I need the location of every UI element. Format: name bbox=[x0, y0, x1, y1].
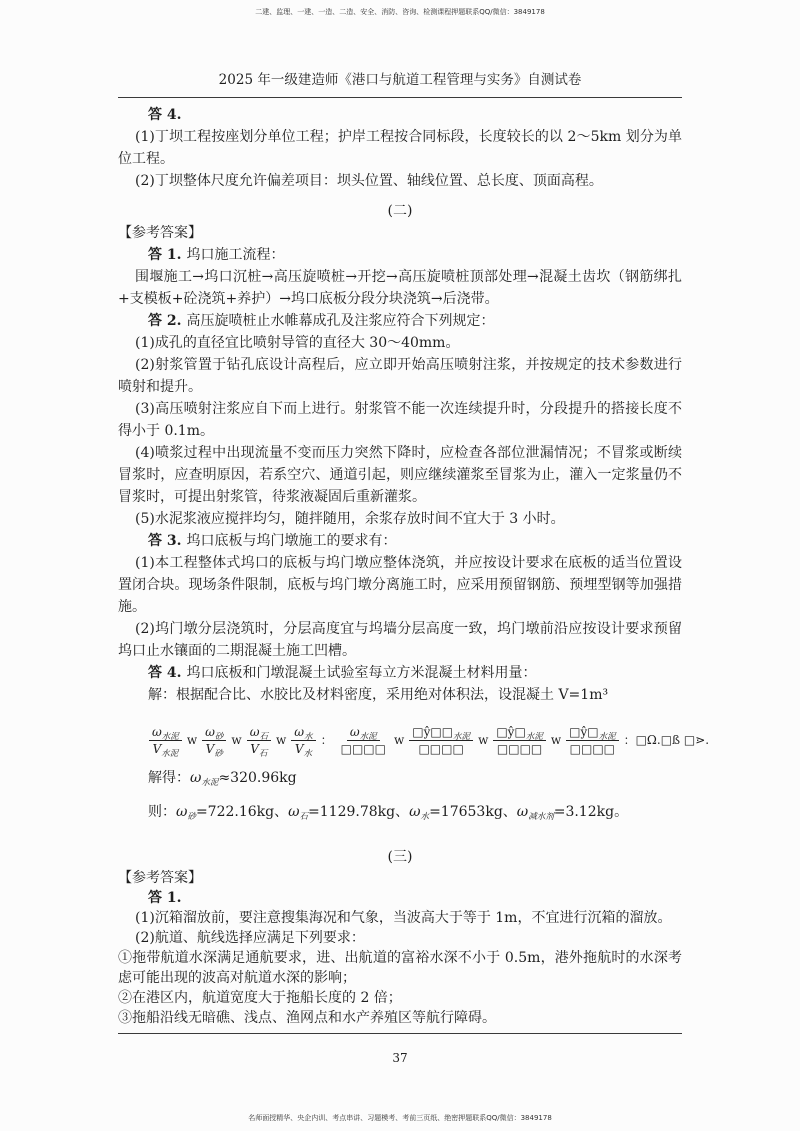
page-title: 2025 年一级建造师《港口与航道工程管理与实务》自测试卷 bbox=[218, 72, 582, 88]
part2-answer2: 答 2. 高压旋喷桩止水帷幕成孔及注浆应符合下列规定： bbox=[148, 313, 495, 329]
part1-answer4-label: 答 4. bbox=[148, 107, 182, 123]
part1-answer4-item-2: (2)丁坝整体尺度允许偏差项目：坝头位置、轴线位置、总长度、顶面高程。 bbox=[135, 173, 603, 189]
equation-operator: w bbox=[276, 733, 287, 747]
main-text-block bbox=[118, 104, 682, 706]
solved-symbol: ω bbox=[190, 770, 202, 786]
equation-operator: w bbox=[186, 733, 198, 747]
part2-answer2-item-1: (1)成孔的直径宜比喷射导管的直径大 30～40mm。 bbox=[135, 335, 460, 351]
part3-reference-label: 【参考答案】 bbox=[118, 870, 202, 886]
header-divider bbox=[118, 97, 682, 98]
material-water: 水 bbox=[420, 812, 430, 822]
material-stone: 石 bbox=[299, 812, 309, 822]
material-value: =1129.78kg bbox=[308, 804, 396, 820]
equation-operator: w bbox=[231, 733, 242, 747]
part3-sub-item-3: ③拖船沿线无暗礁、浅点、渔网点和水产养殖区等航行障碍。 bbox=[118, 1010, 496, 1026]
material-value: =722.16kg bbox=[195, 804, 275, 820]
equation-operator: w bbox=[393, 733, 405, 747]
footer-divider bbox=[118, 1033, 682, 1034]
part2-answer2-item-4: (4)喷浆过程中出现流量不变而压力突然下降时，应检查各部位泄漏情况；不冒浆或断续冒浆时，应查明原因，若系空穴、通道引起，则应继续灌浆至冒浆为止，灌入一定浆量仍不冒浆时，可提出射浆管，待浆液凝固后重新灌浆。 bbox=[118, 445, 682, 505]
fraction-sand: $\frac{\omega_砂}{V_砂}$ bbox=[202, 724, 226, 757]
fraction-water: $\frac{\omega_水}{V_水}$ bbox=[291, 724, 315, 757]
material-sand: 砂 bbox=[187, 812, 196, 822]
material-symbol: ω bbox=[409, 804, 421, 820]
part2-answer3-item-1: (1)本工程整体式坞口的底板与坞门墩应整体浇筑，并应按设计要求在底板的适当位置设置闭合块。现场条件限制，底板与坞门墩分离施工时，应采用预留钢筋、预埋型钢等加强措施。 bbox=[118, 555, 682, 615]
solved-cement-line bbox=[118, 767, 682, 789]
part2-answer2-item-2: (2)射浆管置于钻孔底设计高程后，应立即开始高压喷射注浆，并按规定的技术参数进行喷射和提升。 bbox=[118, 357, 682, 395]
equation-operator: w bbox=[550, 733, 562, 747]
fraction-right-4: $\frac{□ŷ□_{水泥}}{□□□□}$ bbox=[566, 724, 618, 757]
part2-answer3: 答 3. 坞口底板与坞门墩施工的要求有： bbox=[148, 533, 397, 549]
part2-answer4-solution: 解：根据配合比、水胶比及材料密度，采用绝对体积法，设混凝土 V=1m³ bbox=[148, 687, 609, 703]
material-results-line: 则：$\omega_砂=722.16kg$、$\omega_石=1129.78kg$、$\omega_水=17653kg$、$\omega_{减水剂}=3.12kg$。 bbox=[148, 804, 629, 822]
material-symbol: ω bbox=[176, 804, 188, 820]
material-admixture: 减水剂 bbox=[528, 812, 554, 822]
equation-result: ：□Ω.□ß □⋗. bbox=[623, 733, 710, 747]
volume-equation bbox=[118, 718, 710, 762]
part3-answer1-label: 答 1. bbox=[148, 890, 182, 906]
solved-value: ≈320.96kg bbox=[218, 770, 297, 786]
part2-reference-label: 【参考答案】 bbox=[118, 225, 202, 241]
part1-answer4-item-1: (1)丁坝工程按座划分单位工程；护岸工程按合同标段，长度较长的以 2～5km 划分为单位工程。 bbox=[118, 129, 682, 167]
page-number: 37 bbox=[392, 1051, 408, 1065]
equation-equals: ： bbox=[320, 733, 333, 747]
part3-answer1-item-1: (1)沉箱溜放前，要注意搜集海况和气象，当波高大于等于 1m，不宜进行沉箱的溜放。 bbox=[135, 910, 672, 926]
fraction-right-3: $\frac{□ŷ□_{水泥}}{□□□□}$ bbox=[493, 724, 545, 757]
part2-answer2-item-3: (3)高压喷射注浆应自下而上进行。射浆管不能一次连续提升时，分段提升的搭接长度不得小于 0.1m。 bbox=[118, 401, 682, 439]
fraction-cement: $\frac{\omega_{水泥}}{V_{水泥}}$ bbox=[149, 724, 182, 757]
part3-heading: (三) bbox=[387, 849, 413, 865]
part2-answer1: 答 1. 坞口施工流程： bbox=[148, 247, 285, 263]
part3-answer1-item-2: (2)航道、航线选择应满足下列要求： bbox=[135, 930, 365, 946]
part3-sub-item-1: ①拖带航道水深满足通航要求，进、出航道的富裕水深不小于 0.5m，港外拖航时的水深考虑可能出现的波高对航道水深的影响； bbox=[118, 950, 682, 986]
then-prefix: 则： bbox=[148, 804, 176, 820]
part2-answer3-item-2: (2)坞门墩分层浇筑时，分层高度宜与坞墙分层高度一致，坞门墩前沿应按设计要求预留坞口止水镶面的二期混凝土施工凹槽。 bbox=[118, 621, 682, 659]
solved-sub: 水泥 bbox=[201, 778, 219, 788]
equation-operator: w bbox=[478, 733, 489, 747]
part3-sub-item-2: ②在港区内，航道宽度大于拖船长度的 2 倍； bbox=[118, 990, 402, 1006]
material-symbol: ω bbox=[288, 804, 300, 820]
part2-heading: (二) bbox=[387, 203, 413, 219]
fraction-right-1: $\frac{\omega_{水泥}}{□□□□}$ bbox=[340, 724, 386, 756]
material-value: =3.12kg bbox=[553, 804, 615, 820]
fraction-right-2: $\frac{□ŷ□□_{水泥}}{□□□□}$ bbox=[409, 724, 473, 757]
part2-answer1-flow: 围堰施工→坞口沉桩→高压旋喷桩→开挖→高压旋喷桩顶部处理→混凝土齿坎（钢筋绑扎+支模板+砼浇筑+养护）→坞口底板分段分块浇筑→后浇带。 bbox=[118, 269, 682, 307]
top-banner: 二建、监理、一建、一造、二造、安全、消防、咨询、检测课程押题联系QQ/微信：3849178 bbox=[255, 8, 545, 16]
bottom-banner: 名师面授精华、央企内训、考点串讲、习题模考、考前三页纸、绝密押题联系QQ/微信：3849178 bbox=[248, 1114, 552, 1122]
solved-prefix: 解得： bbox=[148, 770, 190, 786]
fraction-stone: $\frac{\omega_石}{V_石}$ bbox=[247, 724, 271, 757]
part2-answer4: 答 4. 坞口底板和门墩混凝土试验室每立方米混凝土材料用量： bbox=[148, 665, 537, 681]
material-symbol: ω bbox=[516, 804, 529, 820]
volume-equation-block bbox=[118, 718, 710, 762]
part3-block bbox=[118, 846, 682, 1028]
part2-answer2-item-5: (5)水泥浆液应搅拌均匀，随拌随用，余浆存放时间不宜大于 3 小时。 bbox=[135, 511, 565, 527]
material-value: =17653kg bbox=[429, 804, 503, 820]
